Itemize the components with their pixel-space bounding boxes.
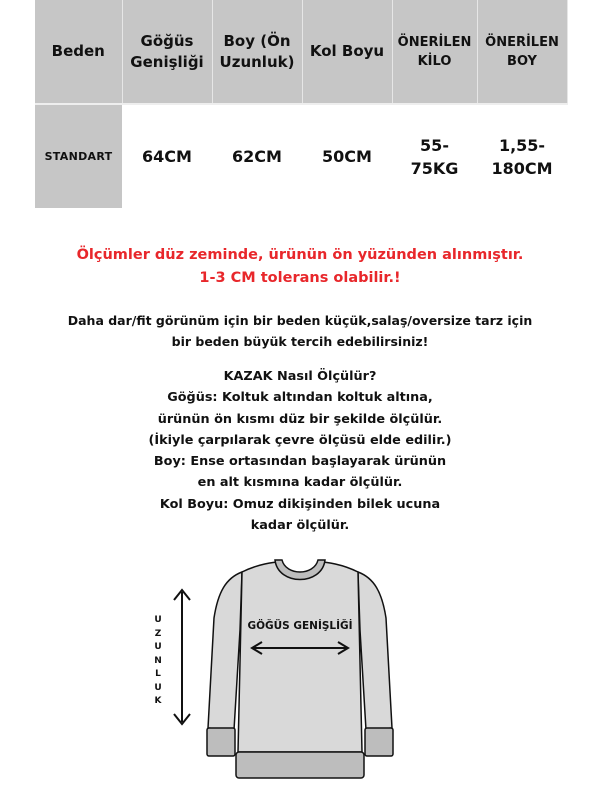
length-letter: U: [154, 615, 162, 625]
length-letter: U: [154, 642, 162, 652]
length-letter: Z: [154, 628, 162, 639]
advice-line: Daha dar/fit görünüm için bir beden küçük,salaş/oversize tarz için: [67, 313, 533, 328]
size-table: [35, 0, 568, 208]
how-to-line: Göğüs: Koltuk altından koltuk altına,: [167, 390, 433, 406]
sweater-diagram: [130, 548, 470, 788]
fit-advice: [0, 310, 600, 352]
table-header-row: [35, 0, 567, 104]
right-sleeve: [358, 572, 392, 730]
header-onerilen-boy: ÖNERİLEN BOY: [477, 0, 567, 104]
notice-line: Ölçümler düz zeminde, ürünün ön yüzünden alınmıştır.: [76, 247, 524, 263]
left-sleeve: [208, 572, 242, 730]
how-to-line: en alt kısmına kadar ölçülür.: [197, 475, 403, 491]
how-to-measure: [0, 366, 600, 536]
cell-onerilen-boy: 1,55- 180CM: [477, 104, 567, 208]
cell-onerilen-kilo: 55- 75KG: [392, 104, 477, 208]
length-letter: N: [154, 655, 162, 666]
how-to-title: KAZAK Nasıl Ölçülür?: [223, 369, 377, 384]
right-cuff: [365, 728, 393, 756]
length-arrow: [174, 590, 190, 724]
how-to-line: Boy: Ense ortasından başlayarak ürünün: [153, 454, 447, 470]
advice-line: bir beden büyük tercih edebilirsiniz!: [171, 334, 429, 349]
measurement-notice: [0, 244, 600, 290]
chest-width-label: GÖĞÜS GENİŞLİĞİ: [247, 620, 353, 632]
header-kol-boyu: Kol Boyu: [302, 0, 392, 104]
row-label: STANDART: [35, 104, 122, 208]
header-gogus: Göğüs Genişliği: [122, 0, 212, 104]
header-onerilen-kilo: ÖNERİLEN KİLO: [392, 0, 477, 104]
sweater-body: [238, 562, 362, 752]
length-letter: K: [154, 696, 162, 706]
how-to-line: kadar ölçülür.: [250, 518, 350, 534]
length-letter: L: [155, 669, 161, 679]
cell-gogus: 64CM: [122, 104, 212, 208]
hem-band: [236, 752, 364, 778]
length-letter: U: [154, 682, 162, 693]
cell-kol-boyu: 50CM: [302, 104, 392, 208]
how-to-line: ürünün ön kısmı düz bir şekilde ölçülür.: [157, 411, 443, 427]
how-to-line: Kol Boyu: Omuz dikişinden bilek ucuna: [159, 496, 441, 512]
header-beden: Beden: [35, 0, 122, 104]
notice-line: 1-3 CM tolerans olabilir.!: [199, 270, 401, 286]
how-to-line: (İkiyle çarpılarak çevre ölçüsü elde edilir.): [148, 432, 452, 448]
table-row: [35, 104, 567, 208]
cell-boy: 62CM: [212, 104, 302, 208]
header-boy: Boy (Ön Uzunluk): [212, 0, 302, 104]
left-cuff: [207, 728, 235, 756]
